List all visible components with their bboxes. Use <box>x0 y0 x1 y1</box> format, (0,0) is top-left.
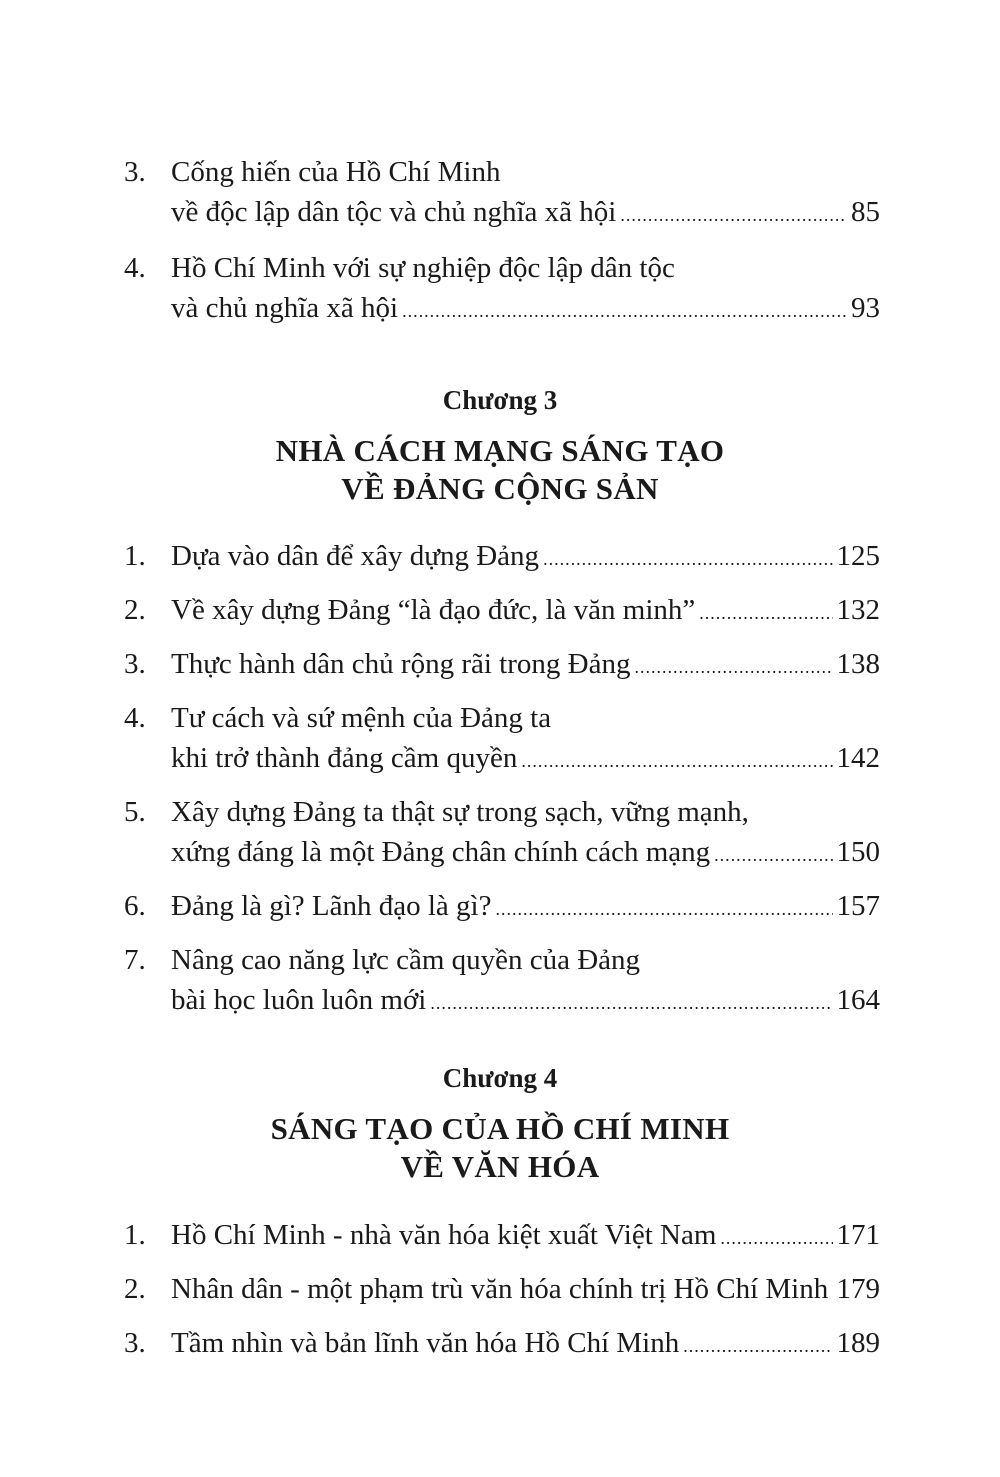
toc-entry-ch4-3 <box>124 1323 880 1366</box>
chapter-3-heading <box>0 382 1000 508</box>
entry-title-line: Nhân dân - một phạm trù văn hóa chính trị Hồ Chí Minh <box>171 1273 829 1305</box>
entry-page-number: 93 <box>851 292 880 324</box>
entry-number: 3. <box>124 1327 146 1359</box>
dot-leader <box>720 1218 832 1258</box>
toc-section-top <box>0 152 1000 331</box>
entry-title-line: khi trở thành đảng cầm quyền <box>171 742 518 774</box>
toc-entry-ch3-5 <box>124 792 880 875</box>
dot-leader <box>620 195 847 235</box>
entry-page-number: 171 <box>836 1219 880 1251</box>
toc-entry-ch4-2 <box>124 1269 880 1312</box>
entry-title-line: về độc lập dân tộc và chủ nghĩa xã hội <box>171 196 617 228</box>
entry-number: 2. <box>124 1273 146 1305</box>
entry-number: 1. <box>124 1219 146 1251</box>
entry-number: 4. <box>124 702 146 734</box>
toc-entry-ch3-3 <box>124 644 880 687</box>
entry-title-line: Thực hành dân chủ rộng rãi trong Đảng <box>171 648 631 680</box>
toc-entry-top-3 <box>124 152 880 235</box>
dot-leader <box>683 1326 832 1366</box>
entry-page-number: 157 <box>836 890 880 922</box>
entry-title-line: Xây dựng Đảng ta thật sự trong sạch, vững mạnh, <box>171 796 749 828</box>
dot-leader <box>402 291 847 331</box>
entry-number: 6. <box>124 890 146 922</box>
toc-entry-top-4 <box>124 248 880 331</box>
dot-leader <box>543 539 832 579</box>
toc-entry-ch3-4 <box>124 698 880 781</box>
entry-page-number: 142 <box>836 742 880 774</box>
chapter-title-line: VỀ ĐẢNG CỘNG SẢN <box>341 471 659 506</box>
entry-title-line: Dựa vào dân để xây dựng Đảng <box>171 540 540 572</box>
chapter-label: Chương 4 <box>442 1063 558 1093</box>
dot-leader <box>521 741 832 781</box>
entry-title-line: và chủ nghĩa xã hội <box>171 292 399 324</box>
entry-number: 7. <box>124 944 146 976</box>
toc-entry-ch3-7 <box>124 940 880 1023</box>
dot-leader <box>699 593 832 633</box>
dot-leader <box>634 647 832 687</box>
entry-number: 1. <box>124 540 146 572</box>
entry-page-number: 179 <box>836 1273 880 1305</box>
entry-page-number: 189 <box>836 1327 880 1359</box>
entry-page-number: 138 <box>836 648 880 680</box>
entry-number: 2. <box>124 594 146 626</box>
entry-title-line: Tư cách và sứ mệnh của Đảng ta <box>171 702 552 734</box>
entry-title-line: Đảng là gì? Lãnh đạo là gì? <box>171 890 492 922</box>
entry-title-line: Hồ Chí Minh với sự nghiệp độc lập dân tộc <box>171 252 675 284</box>
chapter-title-line: SÁNG TẠO CỦA HỒ CHÍ MINH <box>270 1111 730 1146</box>
entry-page-number: 150 <box>836 836 880 868</box>
chapter-label: Chương 3 <box>442 385 558 415</box>
chapter-4-entries <box>0 1215 1000 1366</box>
entry-title-line: Nâng cao năng lực cầm quyền của Đảng <box>171 944 641 976</box>
chapter-3-entries <box>0 536 1000 1023</box>
entry-number: 3. <box>124 156 146 188</box>
chapter-title-line: NHÀ CÁCH MẠNG SÁNG TẠO <box>275 433 725 468</box>
entry-number: 3. <box>124 648 146 680</box>
dot-leader <box>430 983 832 1023</box>
chapter-4-heading <box>0 1060 1000 1186</box>
toc-entry-ch4-1 <box>124 1215 880 1258</box>
entry-title-line: Về xây dựng Đảng “là đạo đức, là văn minh” <box>171 594 696 626</box>
dot-leader <box>714 835 832 875</box>
entry-number: 4. <box>124 252 146 284</box>
entry-page-number: 132 <box>836 594 880 626</box>
entry-page-number: 125 <box>836 540 880 572</box>
entry-title-line: Tầm nhìn và bản lĩnh văn hóa Hồ Chí Minh <box>171 1327 680 1359</box>
chapter-title-line: VỀ VĂN HÓA <box>400 1149 600 1184</box>
entry-title-line: Cống hiến của Hồ Chí Minh <box>171 156 501 188</box>
entry-title-line: xứng đáng là một Đảng chân chính cách mạng <box>171 836 711 868</box>
entry-title-line: Hồ Chí Minh - nhà văn hóa kiệt xuất Việt Nam <box>171 1219 717 1251</box>
entry-title-line: bài học luôn luôn mới <box>171 984 427 1016</box>
entry-number: 5. <box>124 796 146 828</box>
toc-entry-ch3-1 <box>124 536 880 579</box>
entry-page-number: 85 <box>851 196 880 228</box>
dot-leader <box>496 889 833 929</box>
toc-entry-ch3-6 <box>124 886 880 929</box>
entry-page-number: 164 <box>836 984 880 1016</box>
toc-entry-ch3-2 <box>124 590 880 633</box>
